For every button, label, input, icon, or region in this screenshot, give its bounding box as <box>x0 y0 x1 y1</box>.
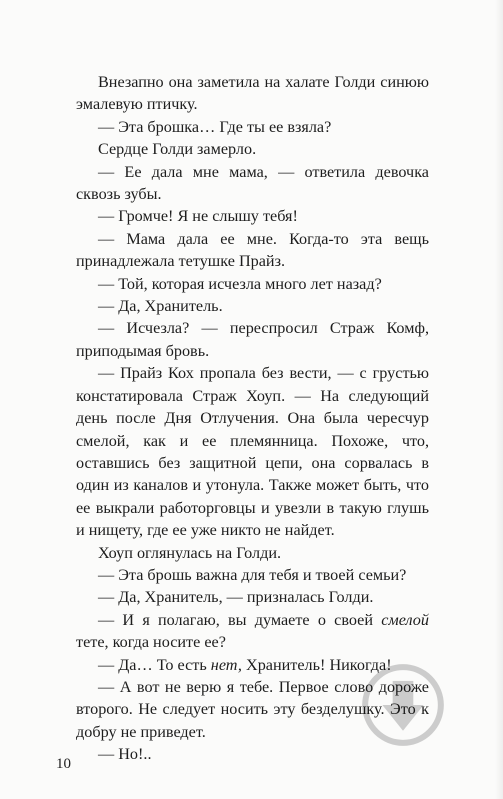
page-edge-shadow <box>495 0 503 799</box>
download-arrow-icon <box>360 662 446 748</box>
paragraph: — Да, Хранитель, — призналась Голди. <box>98 588 374 607</box>
paragraph: — Ее дала мне мама, — ответила девочка сквозь зубы. <box>76 162 429 204</box>
paragraph: Сердце Голди замерло. <box>98 140 257 159</box>
text-run: — Да… То есть <box>98 655 211 674</box>
page-number: 10 <box>56 756 71 772</box>
paragraph: — Но!.. <box>98 745 152 764</box>
italic-text: нет, <box>210 655 242 674</box>
text-run: — И я полагаю, вы думаете о своей <box>98 610 382 629</box>
paragraph: — А вот не верю я тебе. Первое слово дороже второго. Не следует носить эту безделушку. Это к добру не приведет. <box>76 677 429 741</box>
paragraph: — Той, которая исчезла много лет назад? <box>98 274 382 293</box>
paragraph: — Исчезла? — переспросил Страж Комф, приподымая бровь. <box>76 319 429 360</box>
paragraph <box>76 609 429 654</box>
paragraph: — Эта брошка… Где ты ее взяла? <box>98 117 332 136</box>
paragraph: — Да, Хранитель. <box>98 297 223 316</box>
paragraph: Внезапно она заметила на халате Голди синюю эмалевую птичку. <box>76 73 429 114</box>
paragraph: Хоуп оглянулась на Голди. <box>98 543 282 562</box>
paragraph: — Громче! Я не слышу тебя! <box>98 207 298 226</box>
paragraph: — Прайз Кох пропала без вести, — с грустью констатировала Страж Хоуп. — На следующий день после Дня Отлучения. Она была чересчур смелой, как и ее племянница. Похоже, что, оставшись без защитной цепи, она сорвалась в один из каналов и утонула. Также может быть, что ее выкрали работорговцы и увезли в такую глушь и нищету, где ее уже никто не найдет. <box>76 364 429 540</box>
text-run: Хранитель! Никогда! <box>241 655 392 674</box>
paragraph: — Мама дала ее мне. Когда-то эта вещь принадлежала тетушке Прайз. <box>76 229 429 271</box>
italic-text: смелой <box>381 610 429 629</box>
text-run: тете, когда носите ее? <box>76 633 226 652</box>
paragraph: — Эта брошь важна для тебя и твоей семьи? <box>98 565 407 584</box>
